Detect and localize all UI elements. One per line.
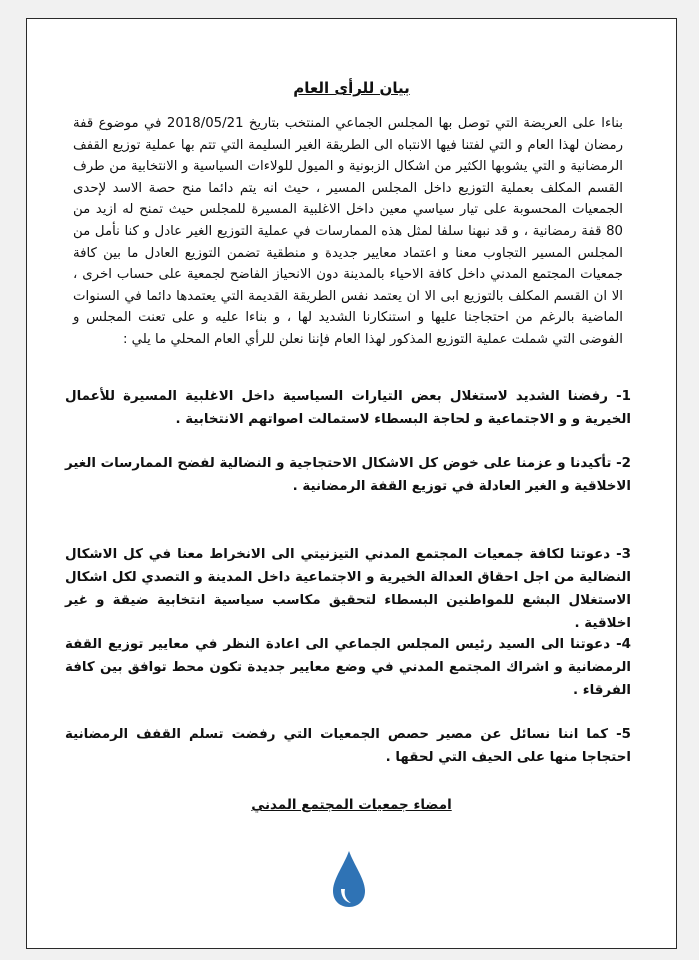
signature-line: امضاء جمعيات المجتمع المدني <box>251 797 452 813</box>
list-item-1: 1- رفضنا الشديد لاستغلال بعض التيارات السياسية داخل الاغلبية المسيرة للأعمال الخيرية و و الاجتماعية و لحاجة البسطاء لاستمالت اصواتهم الانتخابية . <box>65 389 631 427</box>
list-item-2: 2- تأكيدنا و عزمنا على خوض كل الاشكال الاحتجاجية و النضالية لفضح الممارسات الغير الاخلاقية و الغير العادلة في توزيع القفة الرمضانية . <box>65 456 631 494</box>
list-item-3: 3- دعوتنا لكافة جمعيات المجتمع المدني التيزنيتي الى الانخراط معنا في كل الاشكال النضالية من اجل احقاق العدالة الخيرية و الاجتماعية داخل المدينة و التصدي لكل اشكال الاستغلال البشع للمواطنين البسطاء لتحقيق مكاسب سياسية انتخابية ضيقة و غير اخلاقية . <box>65 547 631 631</box>
intro-paragraph: بناءا على العريضة التي توصل بها المجلس الجماعي المنتخب بتاريخ 2018/05/21 في موضوع قفة رمضان لهذا العام و التي لفتنا فيها الانتباه الى الطريقة الغير السليمة التي تتم بها عملية توزيع القفف الرمضانية و التي يشوبها الكثير من اشكال الزبونية و الميول للولاءات السياسية و الانتخابية من طرف القسم المكلف بعملية التوزيع داخل المجلس المسير ، حيث انه يتم دائما منح حصة الاسد لإحدى الجمعيات المحسوبة على تيار سياسي معين داخل الاغلبية المسيرة للمجلس حيث تمنح له ازيد من 80 قفة رمضانية ، و قد نبهنا سلفا لمثل هذه الممارسات في عملية التوزيع الغير عادل و كنا نأمل من المجلس المسير التجاوب معنا و اعتماد معايير جديدة و منطقية تضمن التوزيع العادل ما بين كافة جمعيات المجتمع المدني داخل كافة الاحياء بالمدينة دون الانحياز الفاضح لجمعية على حساب اخرى ، الا ان القسم المكلف بالتوزيع ابى الا ان يعتمد نفس الطريقة القديمة التي يعتمدها دائما في السنوات الماضية بالرغم من احتجاجنا عليها و استنكارنا الشديد لها ، و بناءا عليه و على تعنت المجلس و الفوضى التي شملت عملية التوزيع المذكور لهذا العام فإننا نعلن للرأي العام المحلي ما يلي : <box>73 116 623 347</box>
document-page <box>26 18 677 949</box>
water-drop-logo-icon <box>331 849 367 909</box>
list-item-5: 5- كما اننا نسائل عن مصير حصص الجمعيات التي رفضت تسلم القفف الرمضانية احتجاجا منها على الحيف التي لحقها . <box>65 727 631 765</box>
list-item-4: 4- دعوتنا الى السيد رئيس المجلس الجماعي الى اعادة النظر في معايير توزيع القفة الرمضانية و اشراك المجتمع المدني في وضع معايير جديدة تكون محط توافق بين كافة الفرقاء . <box>65 637 631 698</box>
document-title: بيان للرأى العام <box>293 79 410 97</box>
